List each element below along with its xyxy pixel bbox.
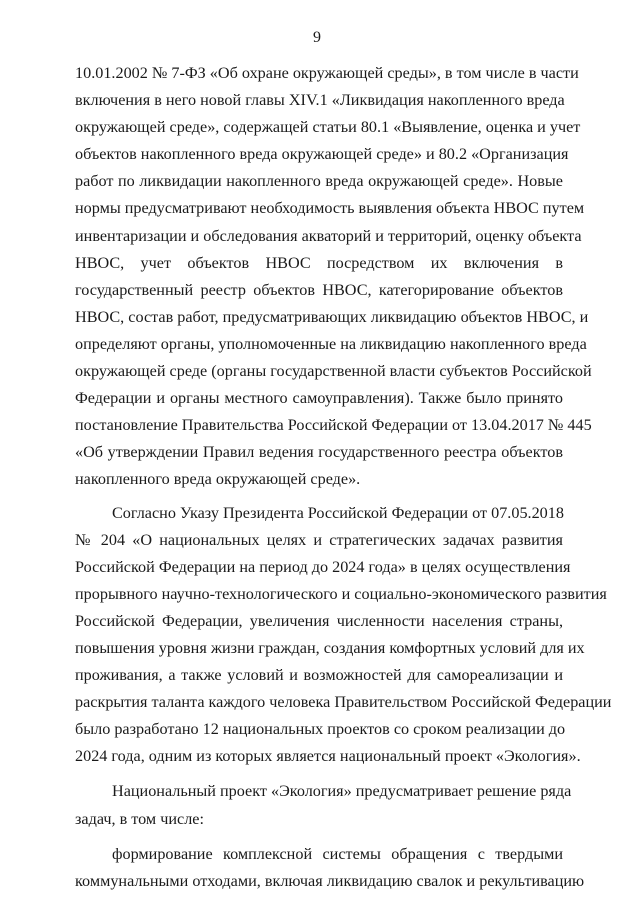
text-line: накопленного вреда окружающей среде». [75,470,361,489]
text-line: прорывного научно-технологического и социально-экономического развития [75,584,607,603]
text-line: нормы предусматривают необходимость выявления объекта НВОС путем [75,199,585,218]
text-line: объектов накопленного вреда окружающей среде» и 80.2 «Организация [75,145,569,164]
text-line: НВОС, состав работ, предусматривающих ликвидацию объектов НВОС, и [75,307,589,326]
paragraph-waste-management [75,841,585,895]
document-body [75,60,612,895]
text-line: повышения уровня жизни граждан, создания комфортных условий для их [75,638,585,657]
paragraph-presidential-decree [75,500,612,771]
text-line: работ по ликвидации накопленного вреда окружающей среде». Новые [75,172,563,191]
text-line: «Об утверждении Правил ведения государственного реестра объектов [75,443,563,462]
text-line: коммунальными отходами, включая ликвидацию свалок и рекультивацию [75,871,585,890]
text-line: проживания, а также условий и возможностей для самореализации и [75,666,563,685]
text-line: инвентаризации и обследования акваторий и территорий, оценку объекта [75,226,582,245]
text-line: задач, в том числе: [75,809,204,828]
page-number: 9 [313,29,321,46]
text-line: Согласно Указу Президента Российской Федерации от 07.05.2018 [112,503,564,522]
text-line: Российской Федерации на период до 2024 года» в целях осуществления [75,557,571,576]
text-line: окружающей среде», содержащей статьи 80.1 «Выявление, оценка и учет [75,118,581,137]
text-line: Национальный проект «Экология» предусматривает решение ряда [112,782,572,801]
paragraph-ecology-project [75,778,572,832]
text-line: определяют органы, уполномоченные на ликвидацию накопленного вреда [75,334,587,353]
text-line: Федерации и органы местного самоуправления). Также было принято [75,389,563,408]
text-line: было разработано 12 национальных проектов со сроком реализации до [75,720,566,739]
paragraph-law-amendments [75,60,592,494]
text-line: 10.01.2002 № 7-ФЗ «Об охране окружающей среды», в том числе в части [75,64,579,82]
text-line: включения в него новой главы XIV.1 «Ликвидация накопленного вреда [75,91,565,110]
text-line: НВОС, учет объектов НВОС посредством их включения в [75,253,563,272]
text-line: формирование комплексной системы обращения с твердыми [112,844,563,863]
text-line: 2024 года, одним из которых является национальный проект «Экология». [75,747,581,766]
text-line: № 204 «О национальных целях и стратегических задачах развития [75,530,563,549]
text-line: окружающей среде (органы государственной власти субъектов Российской [75,362,592,381]
text-line: государственный реестр объектов НВОС, категорирование объектов [75,280,563,299]
text-line: Российской Федерации, увеличения численности населения страны, [75,611,563,630]
text-line: постановление Правительства Российской Федерации от 13.04.2017 № 445 [75,416,592,435]
text-line: раскрытия таланта каждого человека Правительством Российской Федерации [75,693,612,712]
